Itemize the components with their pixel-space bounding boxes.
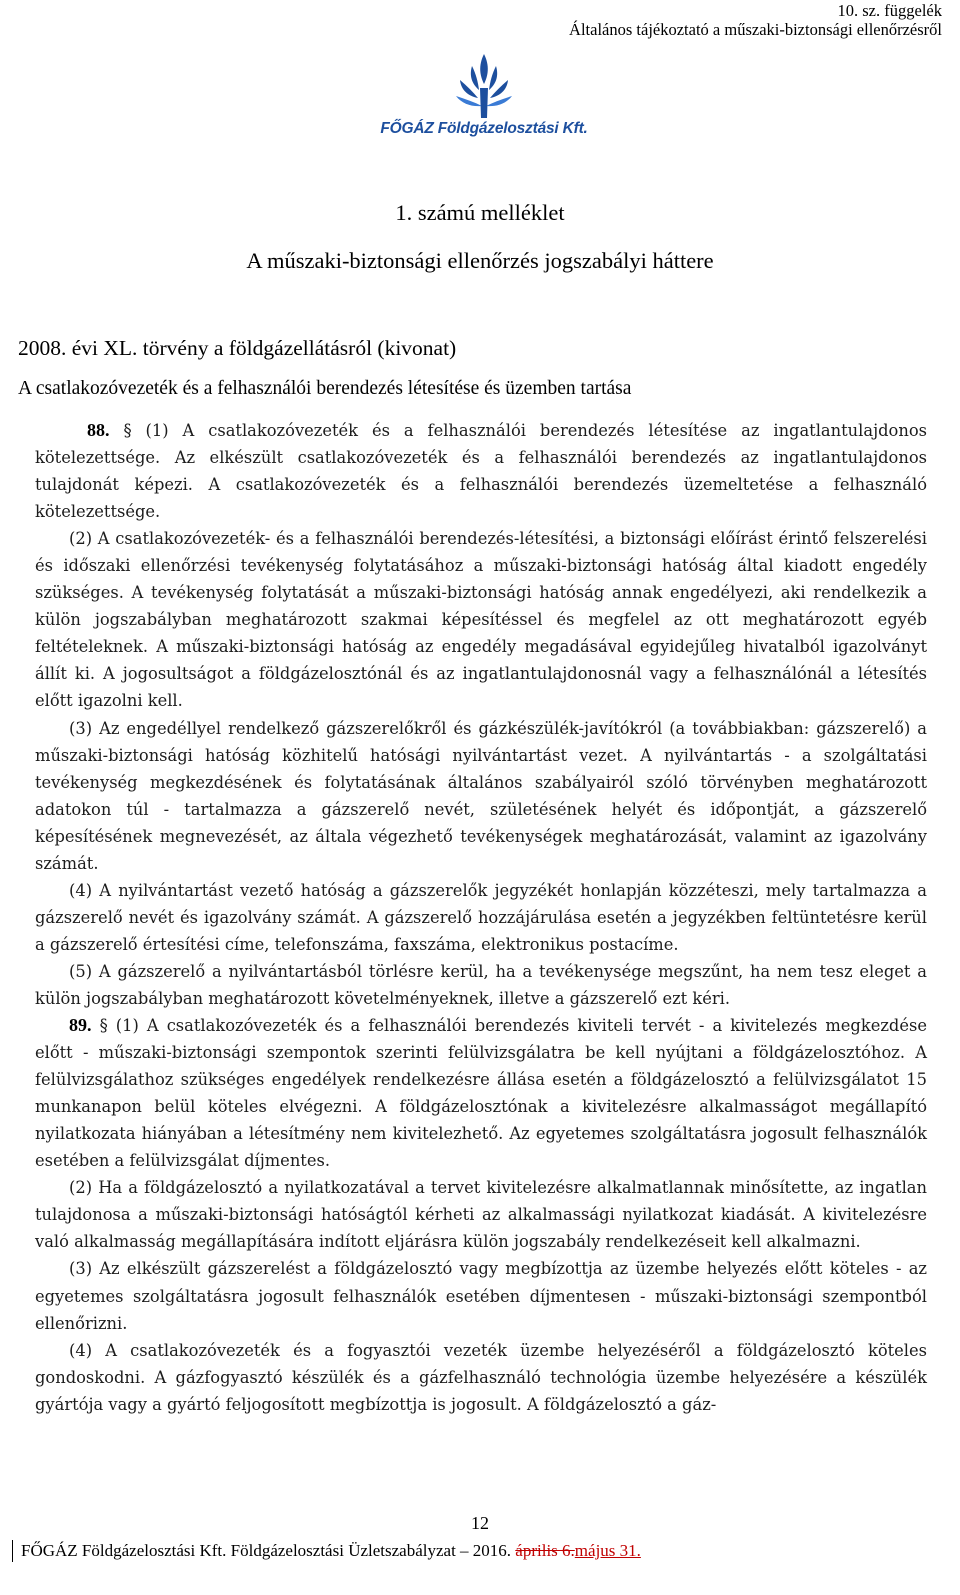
- paragraph-text: (1) A csatlakozóvezeték és a felhasználói berendezés kiviteli tervét - a kivitelezés megkezdése előtt - műszaki-biztonsági szempontok szerinti felülvizsgálatra be kell nyújtani a földgázelosztóhoz. A felülvizsgálathoz szükséges engedélyek rendelkezésre állása esetén a földgázelosztó a felülvizsgálatot 15 munkanapon belül köteles elvégezni. A földgázelosztónak a kivitelezésre alkalmasságot megállapító nyilatkozata hiányában a létesítmény nem kivitelezhető. Az egyetemes szolgáltatásra jogosult felhasználók esetében a felülvizsgálat díjmentes.: [35, 1016, 927, 1171]
- document-body: [35, 417, 927, 1418]
- paragraph-88-5: (5) A gázszerelő a nyilvántartásból törlésre kerül, ha a tevékenysége megszűnt, ha nem tesz eleget a külön jogszabályban meghatározott követelményeknek, illetve a gázszerelő ezt kéri.: [35, 961, 927, 1008]
- footer-deleted-date: április 6.: [515, 1541, 575, 1560]
- header-appendix-title: Általános tájékoztató a műszaki-biztonsági ellenőrzésről: [569, 20, 942, 39]
- law-title: 2008. évi XL. törvény a földgázellátásról (kivonat): [18, 336, 457, 360]
- paragraph-89-3: (3) Az elkészült gázszerelést a földgázelosztó vagy megbízottja az üzembe helyezés előtt köteles - az egyetemes szolgáltatásra jogosult felhasználók esetében díjmentesen - műszaki-biztonsági szempontból ellenőrizni.: [35, 1259, 927, 1333]
- header-appendix-number: 10. sz. függelék: [837, 1, 942, 20]
- annex-subject-title: A műszaki-biztonsági ellenőrzés jogszabályi háttere: [246, 248, 714, 273]
- paragraph-89-1: [35, 1012, 927, 1174]
- page-number: 12: [471, 1513, 489, 1533]
- section-sign: §: [99, 1016, 108, 1036]
- paragraph-88-3: (3) Az engedéllyel rendelkező gázszerelőkről és gázkészülék-javítókról (a továbbiakban: gázszerelő) a műszaki-biztonsági hatóság közhitelű hatósági nyilvántartást vezet. A nyilvántartás - a szolgáltatási tevékenység megkezdésének és folytatásának általános szabályairól szóló törvényben meghatározott adatokon túl - tartalmazza a gázszerelő nevét, születésének helyét és időpontját, a gázszerelő képesítésének megnevezését, az általa végezhető tevékenységek meghatározását, valamint az igazolvány számát.: [35, 718, 927, 873]
- paragraph-88-4: (4) A nyilvántartást vezető hatóság a gázszerelők jegyzékét honlapján közzéteszi, mely tartalmazza a gázszerelő nevét és igazolvány számát. A gázszerelő hozzájárulása esetén a jegyzékben feltüntetésre kerül a gázszerelő értesítési címe, telefonszáma, faxszáma, elektronikus postacíme.: [35, 880, 927, 954]
- paragraph-88-1: [35, 417, 927, 525]
- flame-logo-icon: [452, 52, 516, 120]
- section-title: A csatlakozóvezeték és a felhasználói berendezés létesítése és üzemben tartása: [18, 378, 632, 399]
- section-88-number: 88.: [87, 420, 110, 440]
- footer-text: FŐGÁZ Földgázelosztási Kft. Földgázelosztási Üzletszabályzat – 2016.: [21, 1541, 516, 1560]
- paragraph-89-4: (4) A csatlakozóvezeték és a fogyasztói vezeték üzembe helyezéséről a földgázelosztó köteles gondoskodni. A gázfogyasztó készülék és a gázfelhasználó technológia üzembe helyezésére a készülék gyártója vagy a gyártó feljogosított megbízottja is jogosult. A földgázelosztó a gáz-: [35, 1340, 927, 1414]
- section-sign: §: [123, 421, 132, 440]
- paragraph-88-2: (2) A csatlakozóvezeték- és a felhasználói berendezés-létesítési, a biztonsági előírást érintő felszerelési és időszaki ellenőrzési tevékenység folytatásához a műszaki-biztonsági hatóság által kiadott engedély szükséges. A tevékenység folytatását a műszaki-biztonsági hatóság annak engedélyezi, aki rendelkezik a külön jogszabályban meghatározott szakmai képesítéssel és megfelel az ott meghatározott egyéb feltételeknek. A műszaki-biztonsági hatóság az engedély megadásával egyidejűleg hivatalból igazolványt állít ki. A jogosultságot a földgázelosztónál és az ingatlantulajdonosnál vagy a felhasználónál a létesítés előtt igazolni kell.: [35, 529, 927, 711]
- company-logo-text: FŐGÁZ Földgázelosztási Kft.: [380, 120, 588, 137]
- company-logo: [366, 52, 602, 142]
- paragraph-text: (1) A csatlakozóvezeték és a felhasználói berendezés létesítése az ingatlantulajdonos kötelezettsége. Az elkészült csatlakozóvezeték és a felhasználói berendezés az ingatlantulajdonos tulajdonát képezi. A csatlakozóvezeték és a felhasználói berendezés üzemeltetése a felhasználó kötelezettsége.: [35, 421, 927, 522]
- paragraph-89-2: (2) Ha a földgázelosztó a nyilatkozatával a tervet kivitelezésre alkalmatlannak minősítette, az ingatlan tulajdonosa a műszaki-biztonsági hatóságtól kérheti az alkalmassági nyilatkozat kiadását. A kivitelezésre való alkalmasság megállapítására indított eljárásra külön jogszabály rendelkezéseit kell alkalmazni.: [35, 1178, 927, 1252]
- section-89-number: 89.: [69, 1015, 92, 1036]
- annex-number-title: 1. számú melléklet: [395, 200, 565, 225]
- page-footer: [12, 1540, 641, 1562]
- footer-inserted-date: május 31.: [574, 1541, 641, 1560]
